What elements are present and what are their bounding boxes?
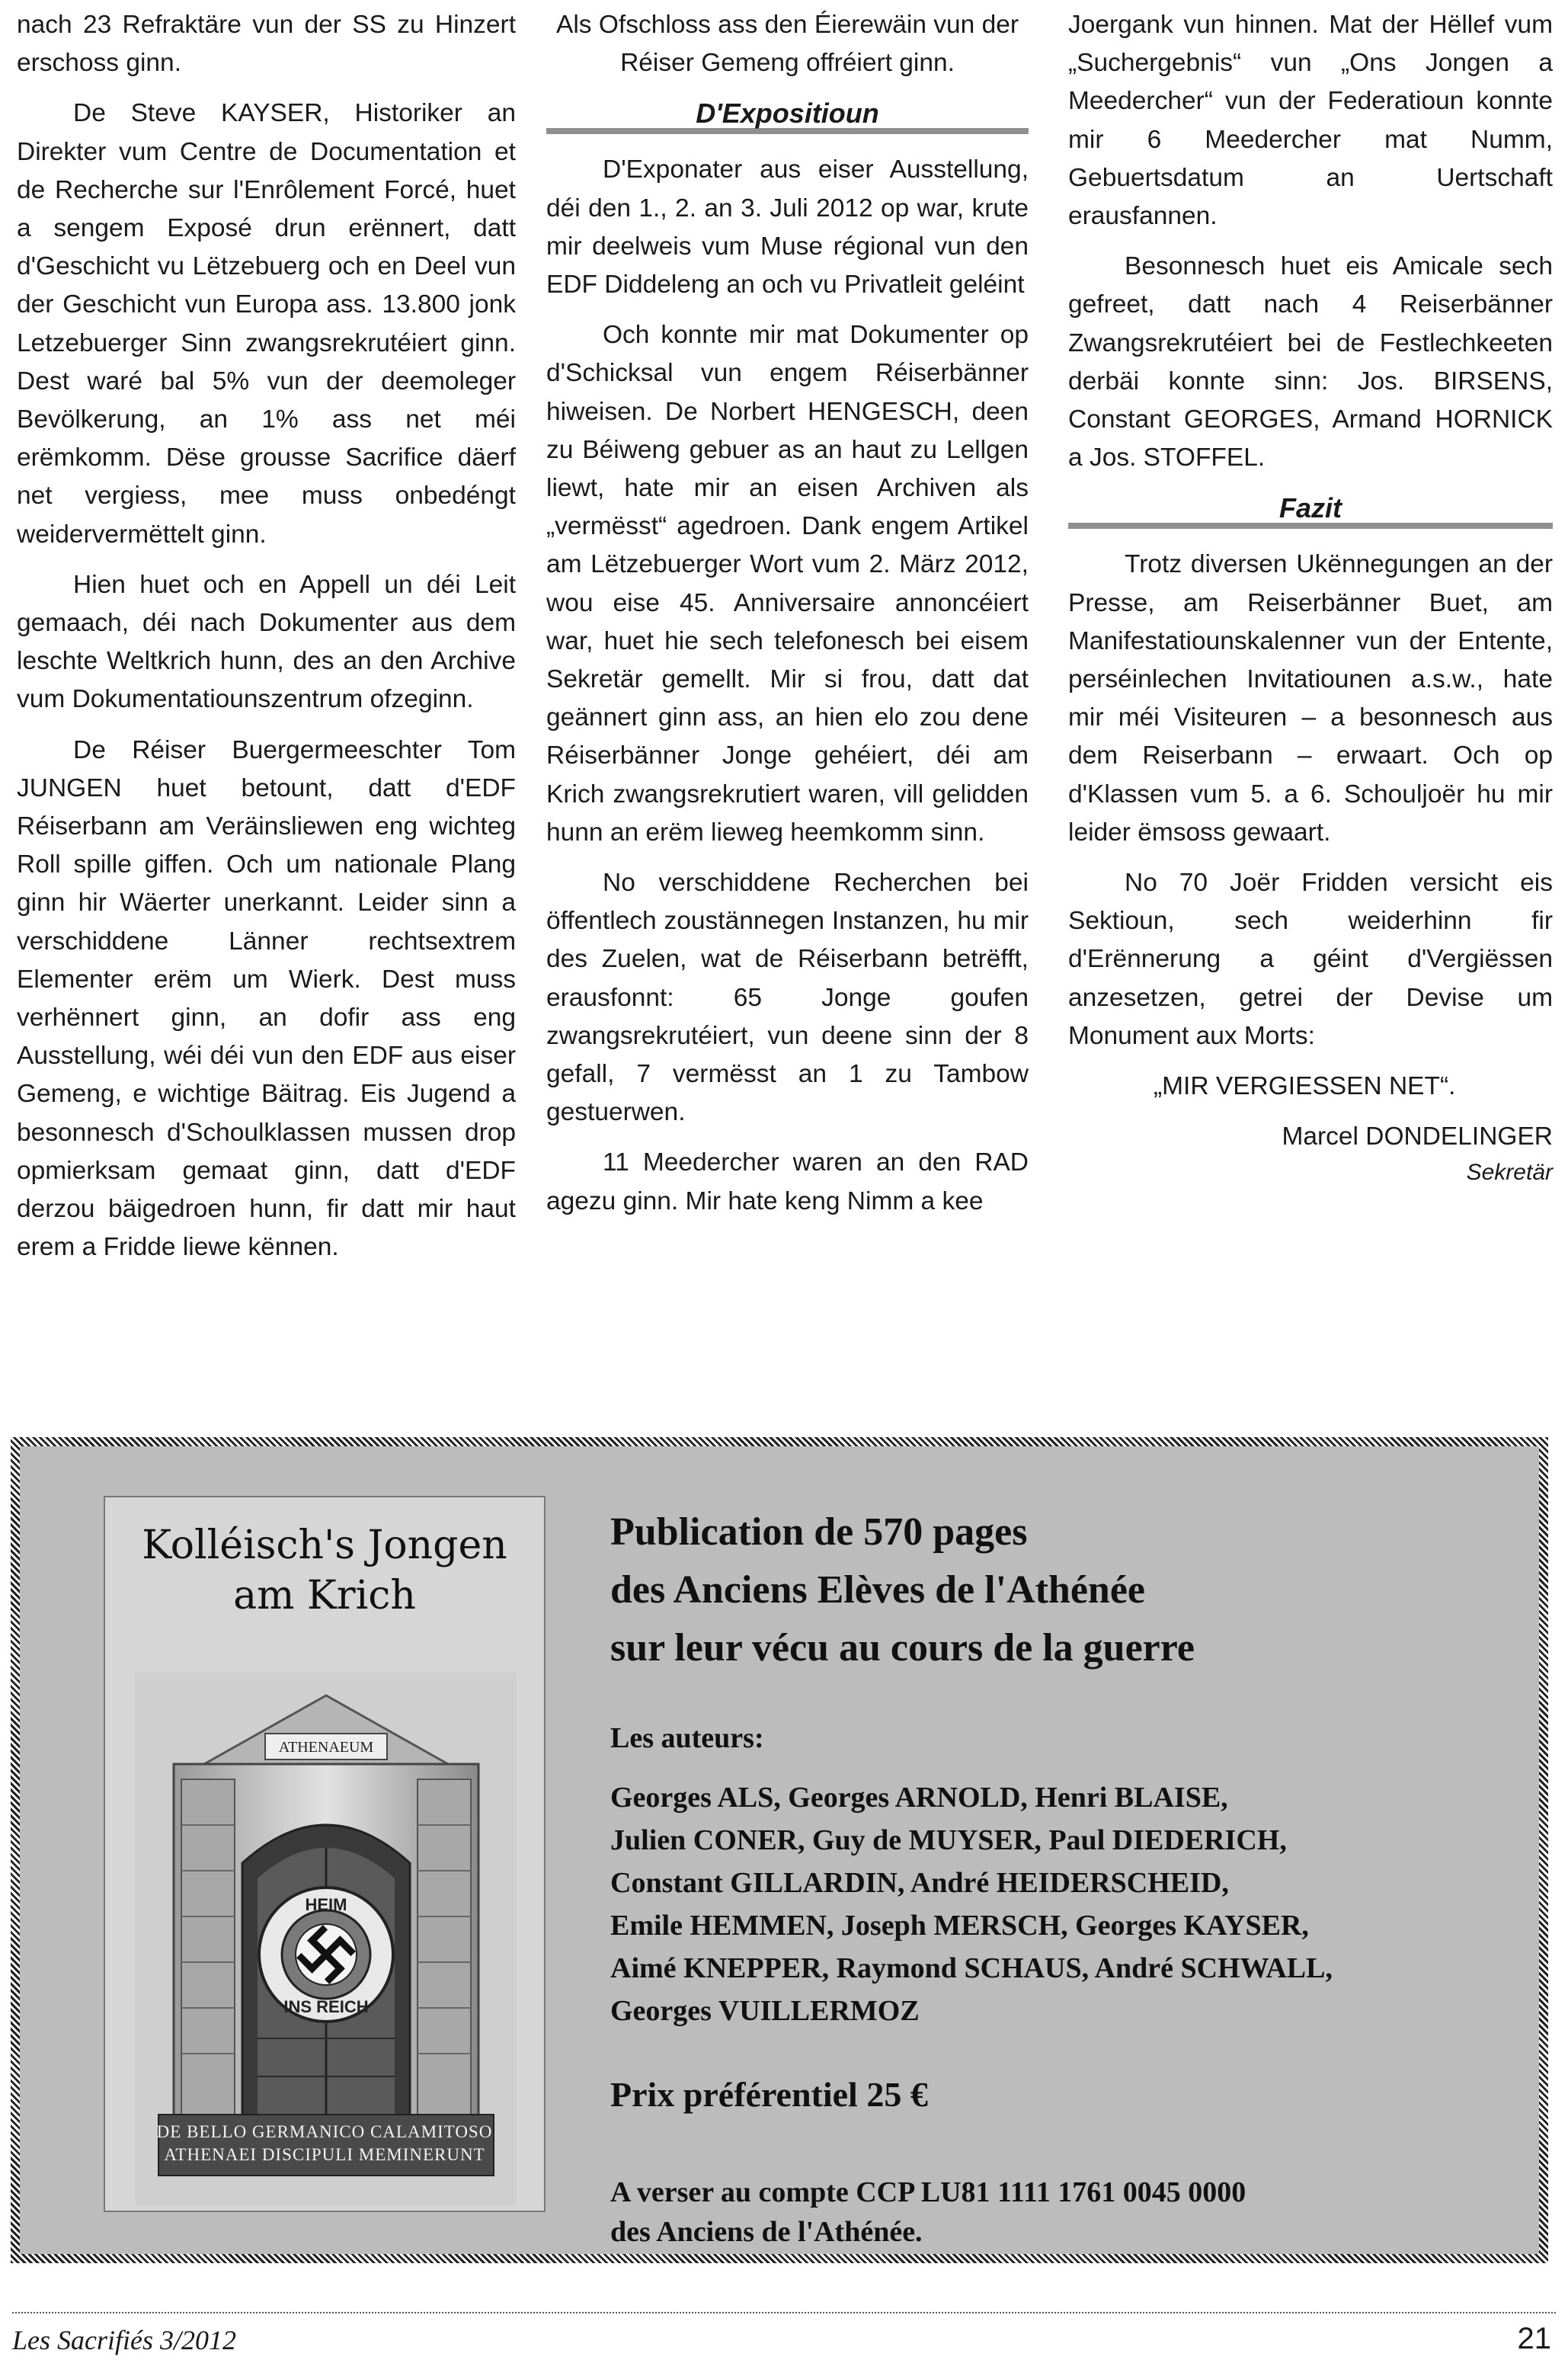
paragraph: De Steve KAYSER, Historiker an Direkter vum Centre de Documentation et de Recherche sur l'Enrôlement Forcé, huet a sengem Exposé drun erënnert, datt d'Geschicht vu Lëtzebuerg och en Deel vun der Geschicht vun Europa ass. 13.800 jonk Letzebuerger Sinn zwangsrekrutéiert ginn. Dest waré bal 5% vun der deemoleger Bevölkerung, an 1% ass net méi erëmkomm. Dëse grousse Sacrifice däerf net vergiess, mee muss onbedéngt weidervermëttelt ginn. <box>17 99 516 549</box>
cover-motto <box>120 2121 529 2166</box>
section-heading-fazit <box>1068 489 1553 532</box>
paragraph: Als Ofschloss ass den Éierewäin vun der Réiser Gemeng offréiert ginn. <box>555 11 1019 78</box>
ad-headline-line: des Anciens Elèves de l'Athénée <box>610 1568 1145 1612</box>
paragraph: De Réiser Buergermeeschter Tom JUNGEN huet betount, datt d'EDF Réiserbann am Veräinsliewen eng wichteg Roll spille giffen. Och um nationale Plang ginn hir Wäerter unerkannt. Leider sinn a verschiddene Länner rechtsextrem Elementer erëm um Wierk. Dest muss verhënnert ginn, an dofir ass eng Ausstellung, wéi déi vun den EDF aus eiser Gemeng, e wichtige Bäitrag. Eis Jugend a besonnesch d'Schoulklassen mussen drop opmierksam gemaat ginn, datt d'EDF derzou bäigedroen hunn, fir datt mir haut erem a Fridde liewe kënnen. <box>17 735 516 1262</box>
paragraph: No verschiddene Recherchen bei öffentlech zoustännegen Instanzen, hu mir des Zuelen, wat de Réiserbann betrëfft, erausfonnt: 65 Jonge goufen zwangsrekrutéiert, vun deene sinn der 8 gefall, 7 vermësst an 1 zu Tambow gestuerwen. <box>546 869 1029 1127</box>
payment-line: A verser au compte CCP LU81 1111 1761 0045 0000 <box>610 2176 1246 2208</box>
article-column-3 <box>1068 6 1553 1190</box>
article-column-1 <box>17 6 516 1279</box>
cover-title-line: am Krich <box>233 1573 416 1619</box>
authors-line: Emile HEMMEN, Joseph MERSCH, Georges KAYSER, <box>610 1910 1309 1942</box>
authors-line: Georges VUILLERMOZ <box>610 1995 920 2027</box>
cover-motto-line: DE BELLO GERMANICO CALAMITOSO <box>156 2122 493 2141</box>
badge-bottom-text: INS REICH <box>283 1997 369 2016</box>
book-cover-title <box>105 1520 544 1621</box>
publication-name: Les Sacrifiés 3/2012 <box>12 2325 236 2355</box>
section-heading-label: Fazit <box>1278 492 1342 524</box>
paragraph: Hien huet och en Appell un déi Leit gemaach, déi nach Dokumenter aus dem leschte Weltkrich hunn, des an den Archive vum Dokumentatiounszentrum ofzeginn. <box>17 570 516 714</box>
badge-top-text: HEIM <box>305 1895 347 1914</box>
paragraph: Joergank vun hinnen. Mat der Hëllef vum „Suchergebnis“ vun „Ons Jongen a Meedercher“ vun der Federatioun konnte mir 6 Meedercher mat Numm, Gebuertsdatum an Uertschaft erausfannen. <box>1068 11 1553 231</box>
paragraph: Och konnte mir mat Dokumenter op d'Schicksal vun engem Réiserbänner hiweisen. De Norbert HENGESCH, deen zu Béiweng gebuer as an haut zu Lellgen liewt, hate mir an eisen Archiven als „vermësst“ agedroen. Dank engem Artikel am Lëtzebuerger Wort vum 2. März 2012, wou eise 45. Anniversaire annoncéiert war, huet hie sech telefonesch bei eisem Sekretär gemellt. Mir si frou, datt dat geännert ginn ass, an hien elo zou dene Réiserbänner Jonge gehéiert, déi am Krich zwangsrekrutiert waren, vill gelidden hunn an erëm lieweg heemkomm sinn. <box>546 321 1029 847</box>
page-number: 21 <box>1517 2322 1551 2355</box>
price: Prix préférentiel 25 € <box>610 2075 928 2114</box>
paragraph: nach 23 Refraktäre vun der SS zu Hinzert erschoss ginn. <box>17 11 516 78</box>
paragraph: D'Exponater aus eiser Ausstellung, déi den 1., 2. an 3. Juli 2012 op war, krute mir deelweis vum Muse régional vun den EDF Diddeleng an och vu Privatleit geléint <box>546 155 1029 299</box>
article-column-2 <box>546 6 1029 1233</box>
cover-title-line: Kolléisch's Jongen <box>142 1523 507 1568</box>
paragraph: No 70 Joër Fridden versicht eis Sektioun, sech weiderhinn fir d'Erënnerung a géint d'Vergiëssen anzesetzen, getrei der Devise um Monument aux Morts: <box>1068 869 1553 1050</box>
authors-line: Julien CONER, Guy de MUYSER, Paul DIEDERICH, <box>610 1824 1287 1856</box>
paragraph: 11 Meedercher waren an den RAD agezu ginn. Mir hate keng Nimm a kee <box>546 1148 1029 1215</box>
ad-headline <box>610 1503 1525 1677</box>
book-advertisement <box>11 1437 1548 2263</box>
cover-motto-line: ATHENAEI DISCIPULI MEMINERUNT <box>164 2145 485 2164</box>
authors-label: Les auteurs: <box>610 1722 764 1754</box>
author-signature: Marcel DONDELINGER <box>1282 1122 1553 1151</box>
motto: „MIR VERGIESSEN NET“. <box>1154 1072 1456 1101</box>
ad-headline-line: sur leur vécu au cours de la guerre <box>610 1626 1195 1670</box>
authors-line: Aimé KNEPPER, Raymond SCHAUS, André SCHWALL, <box>610 1952 1333 1984</box>
authors-line: Constant GILLARDIN, André HEIDERSCHEID, <box>610 1867 1229 1899</box>
author-role: Sekretär <box>1466 1160 1553 1186</box>
section-heading-exposition <box>546 94 1029 137</box>
book-cover <box>104 1496 546 2212</box>
payment-line: des Anciens de l'Athénée. <box>610 2216 923 2248</box>
section-heading-label: D'Expositioun <box>696 98 879 130</box>
footer-divider <box>12 2312 1556 2313</box>
ad-headline-line: Publication de 570 pages <box>610 1510 1028 1554</box>
advertisement-text <box>610 1503 1525 2252</box>
paragraph: Trotz diversen Ukënnegungen an der Presse, am Reiserbänner Buet, am Manifestatiounskalenner vun der Entente, perséinlechen Invitatiounen a.s.w., hate mir méi Visiteuren – a besonnesch aus dem Reiserbann – erwaart. Och op d'Klassen vum 5. a 6. Schouljoër hu mir leider ëmsoss gewaart. <box>1068 550 1553 847</box>
authors-list <box>610 1776 1525 2032</box>
authors-line: Georges ALS, Georges ARNOLD, Henri BLAISE, <box>610 1782 1228 1814</box>
heim-ins-reich-badge <box>259 1888 393 2022</box>
payment-info <box>610 2172 1525 2252</box>
paragraph: Besonnesch huet eis Amicale sech gefreet, datt nach 4 Reiserbänner Zwangsrekrutéiert bei de Festlechkeeten derbäi konnte sinn: Jos. BIRSENS, Constant GEORGES, Armand HORNICK a Jos. STOFFEL. <box>1068 252 1553 472</box>
gate-sign-text: ATHENAEUM <box>278 1739 374 1756</box>
